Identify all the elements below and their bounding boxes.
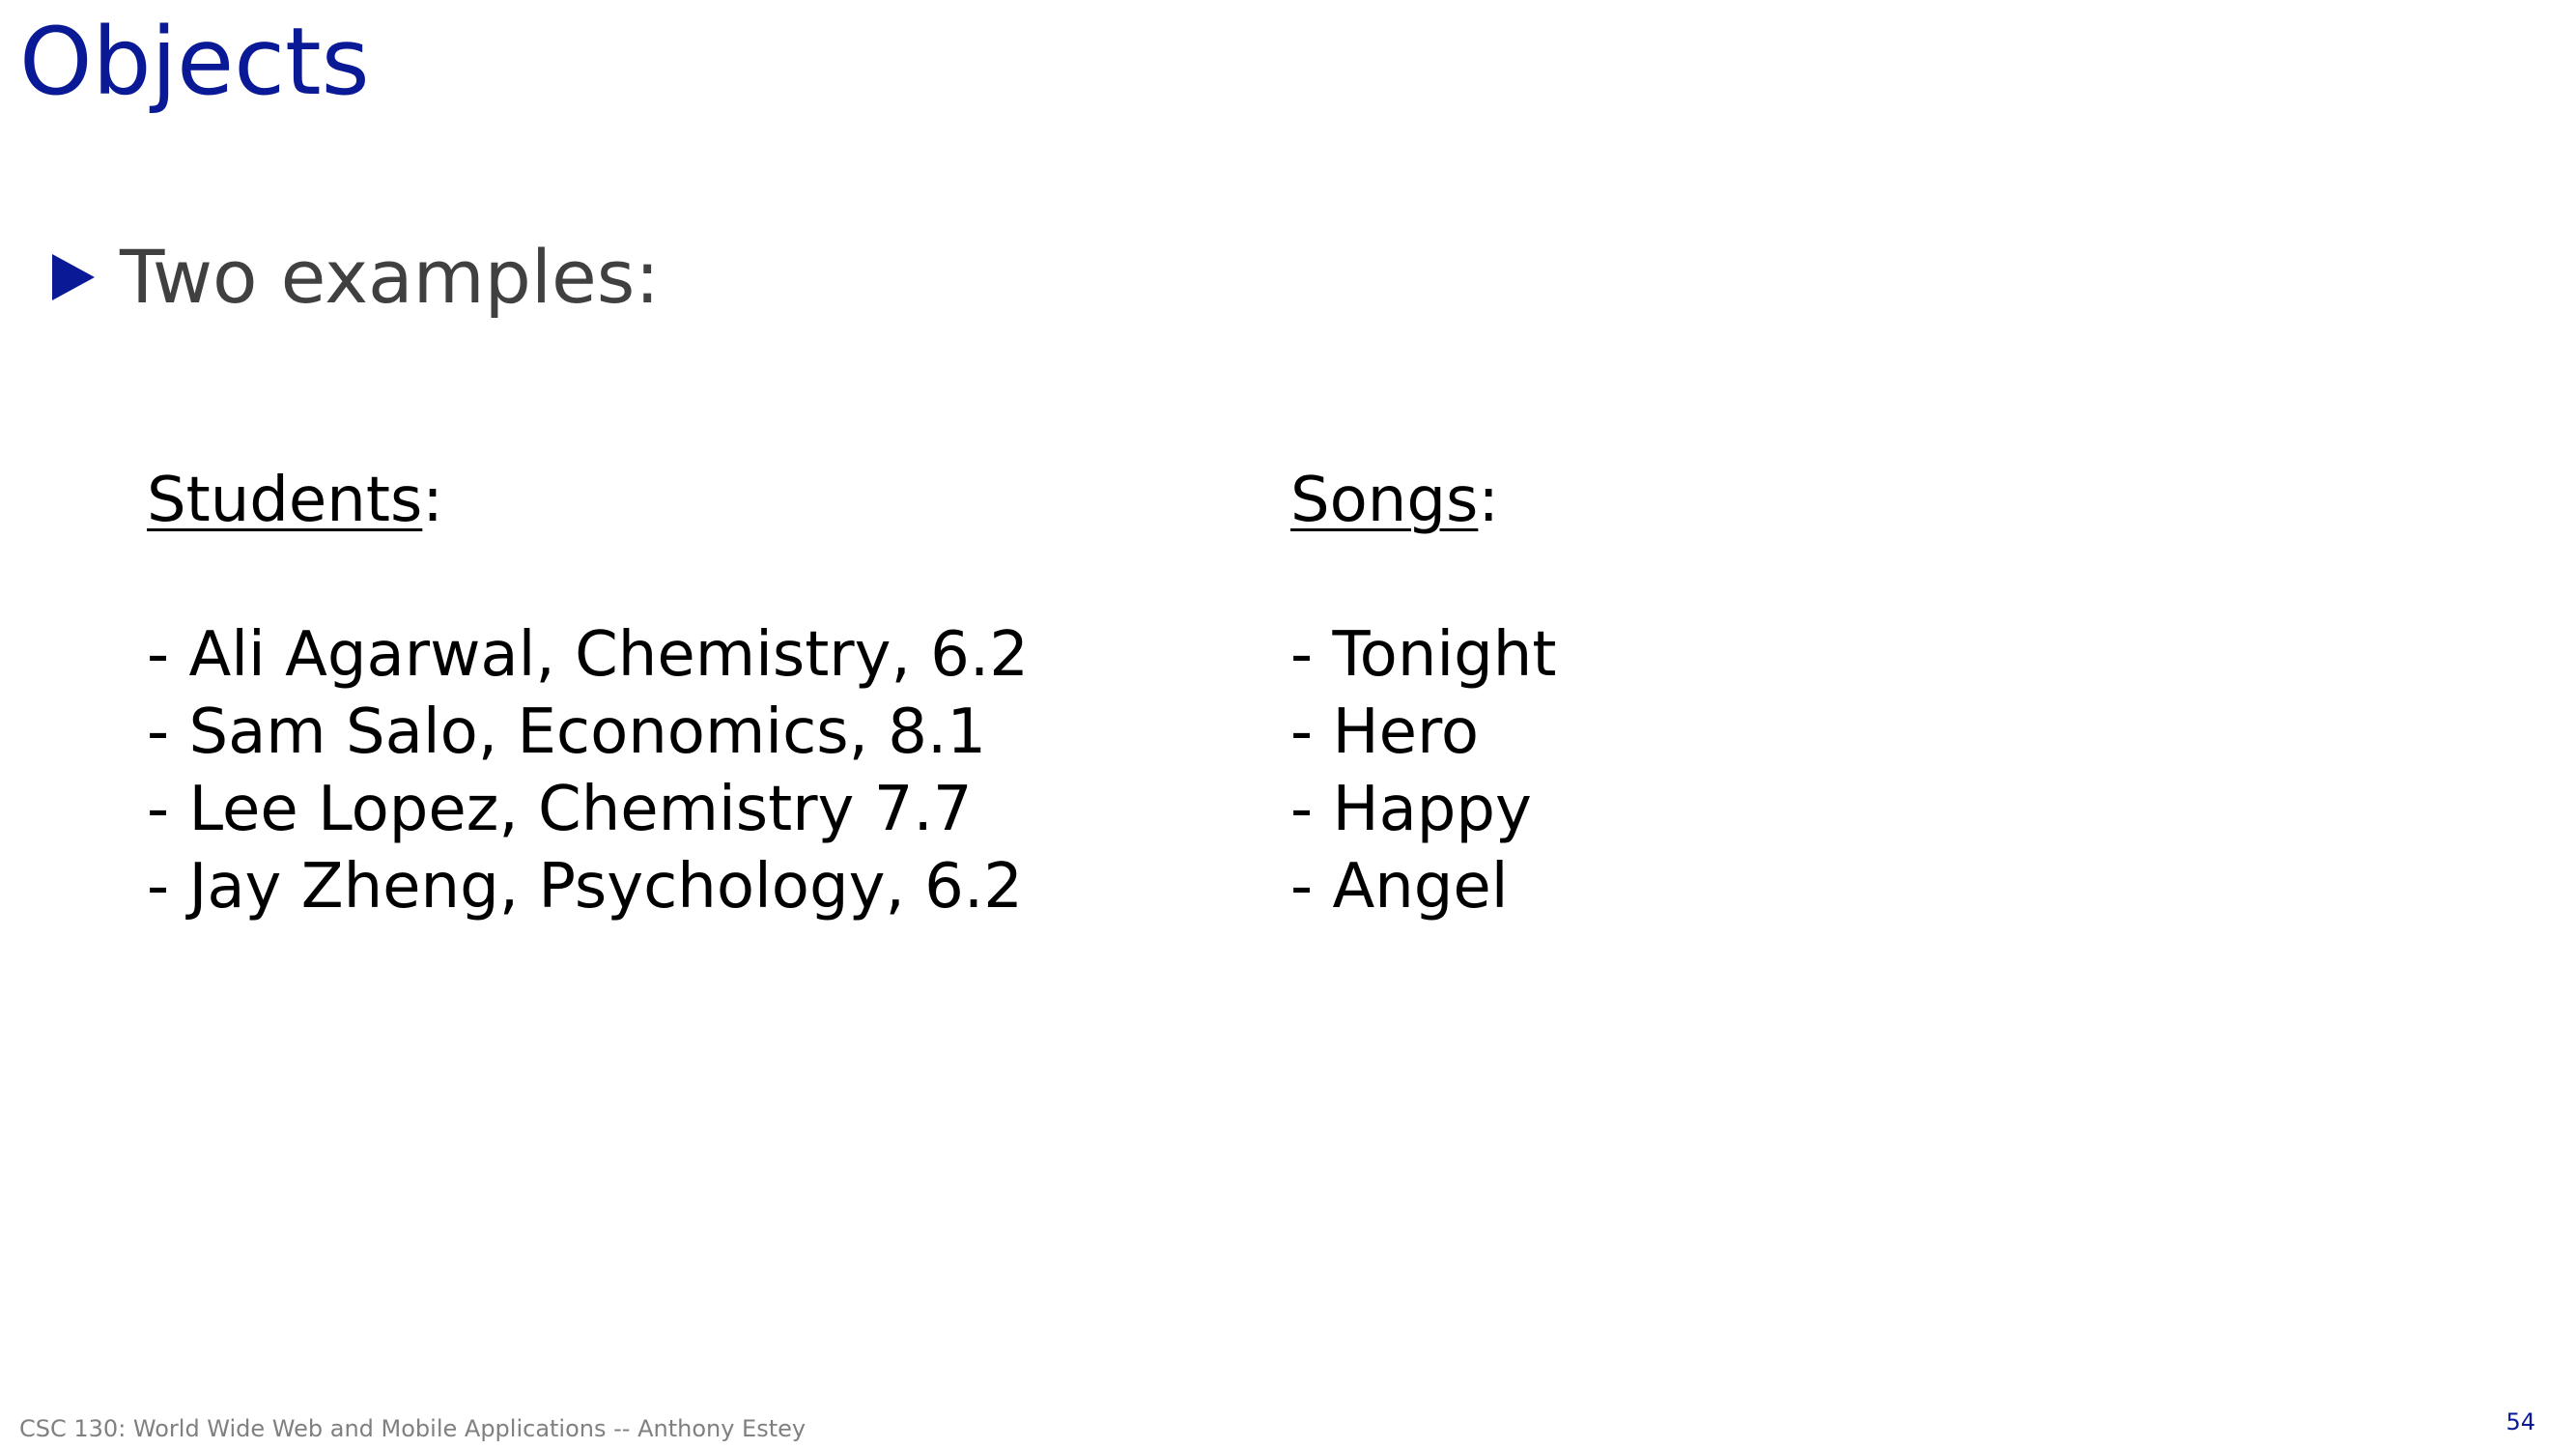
song-item: - Angel (1290, 851, 1509, 923)
footer-text: CSC 130: World Wide Web and Mobile Applications -- Anthony Estey (19, 1415, 807, 1442)
songs-heading-label: Songs (1290, 465, 1479, 536)
students-heading-label: Students (147, 465, 423, 536)
song-item: - Hero (1290, 696, 1479, 768)
bullet-point (52, 234, 660, 320)
students-heading-colon: : (422, 465, 443, 536)
song-item: - Tonight (1290, 619, 1557, 691)
students-list (147, 616, 1029, 925)
bullet-arrow-icon (52, 254, 95, 300)
student-item: - Sam Salo, Economics, 8.1 (147, 696, 987, 768)
songs-list (1290, 616, 1556, 925)
student-item: - Jay Zheng, Psychology, 6.2 (147, 851, 1023, 923)
students-heading (147, 462, 1029, 539)
songs-heading (1290, 462, 1556, 539)
song-item: - Happy (1290, 774, 1532, 845)
page-number: 54 (2505, 1408, 2535, 1435)
students-column (147, 462, 1029, 925)
slide-title: Objects (19, 8, 370, 116)
student-item: - Lee Lopez, Chemistry 7.7 (147, 774, 973, 845)
bullet-text: Two examples: (120, 234, 660, 320)
songs-heading-colon: : (1478, 465, 1499, 536)
student-item: - Ali Agarwal, Chemistry, 6.2 (147, 619, 1029, 691)
songs-column (1290, 462, 1556, 925)
